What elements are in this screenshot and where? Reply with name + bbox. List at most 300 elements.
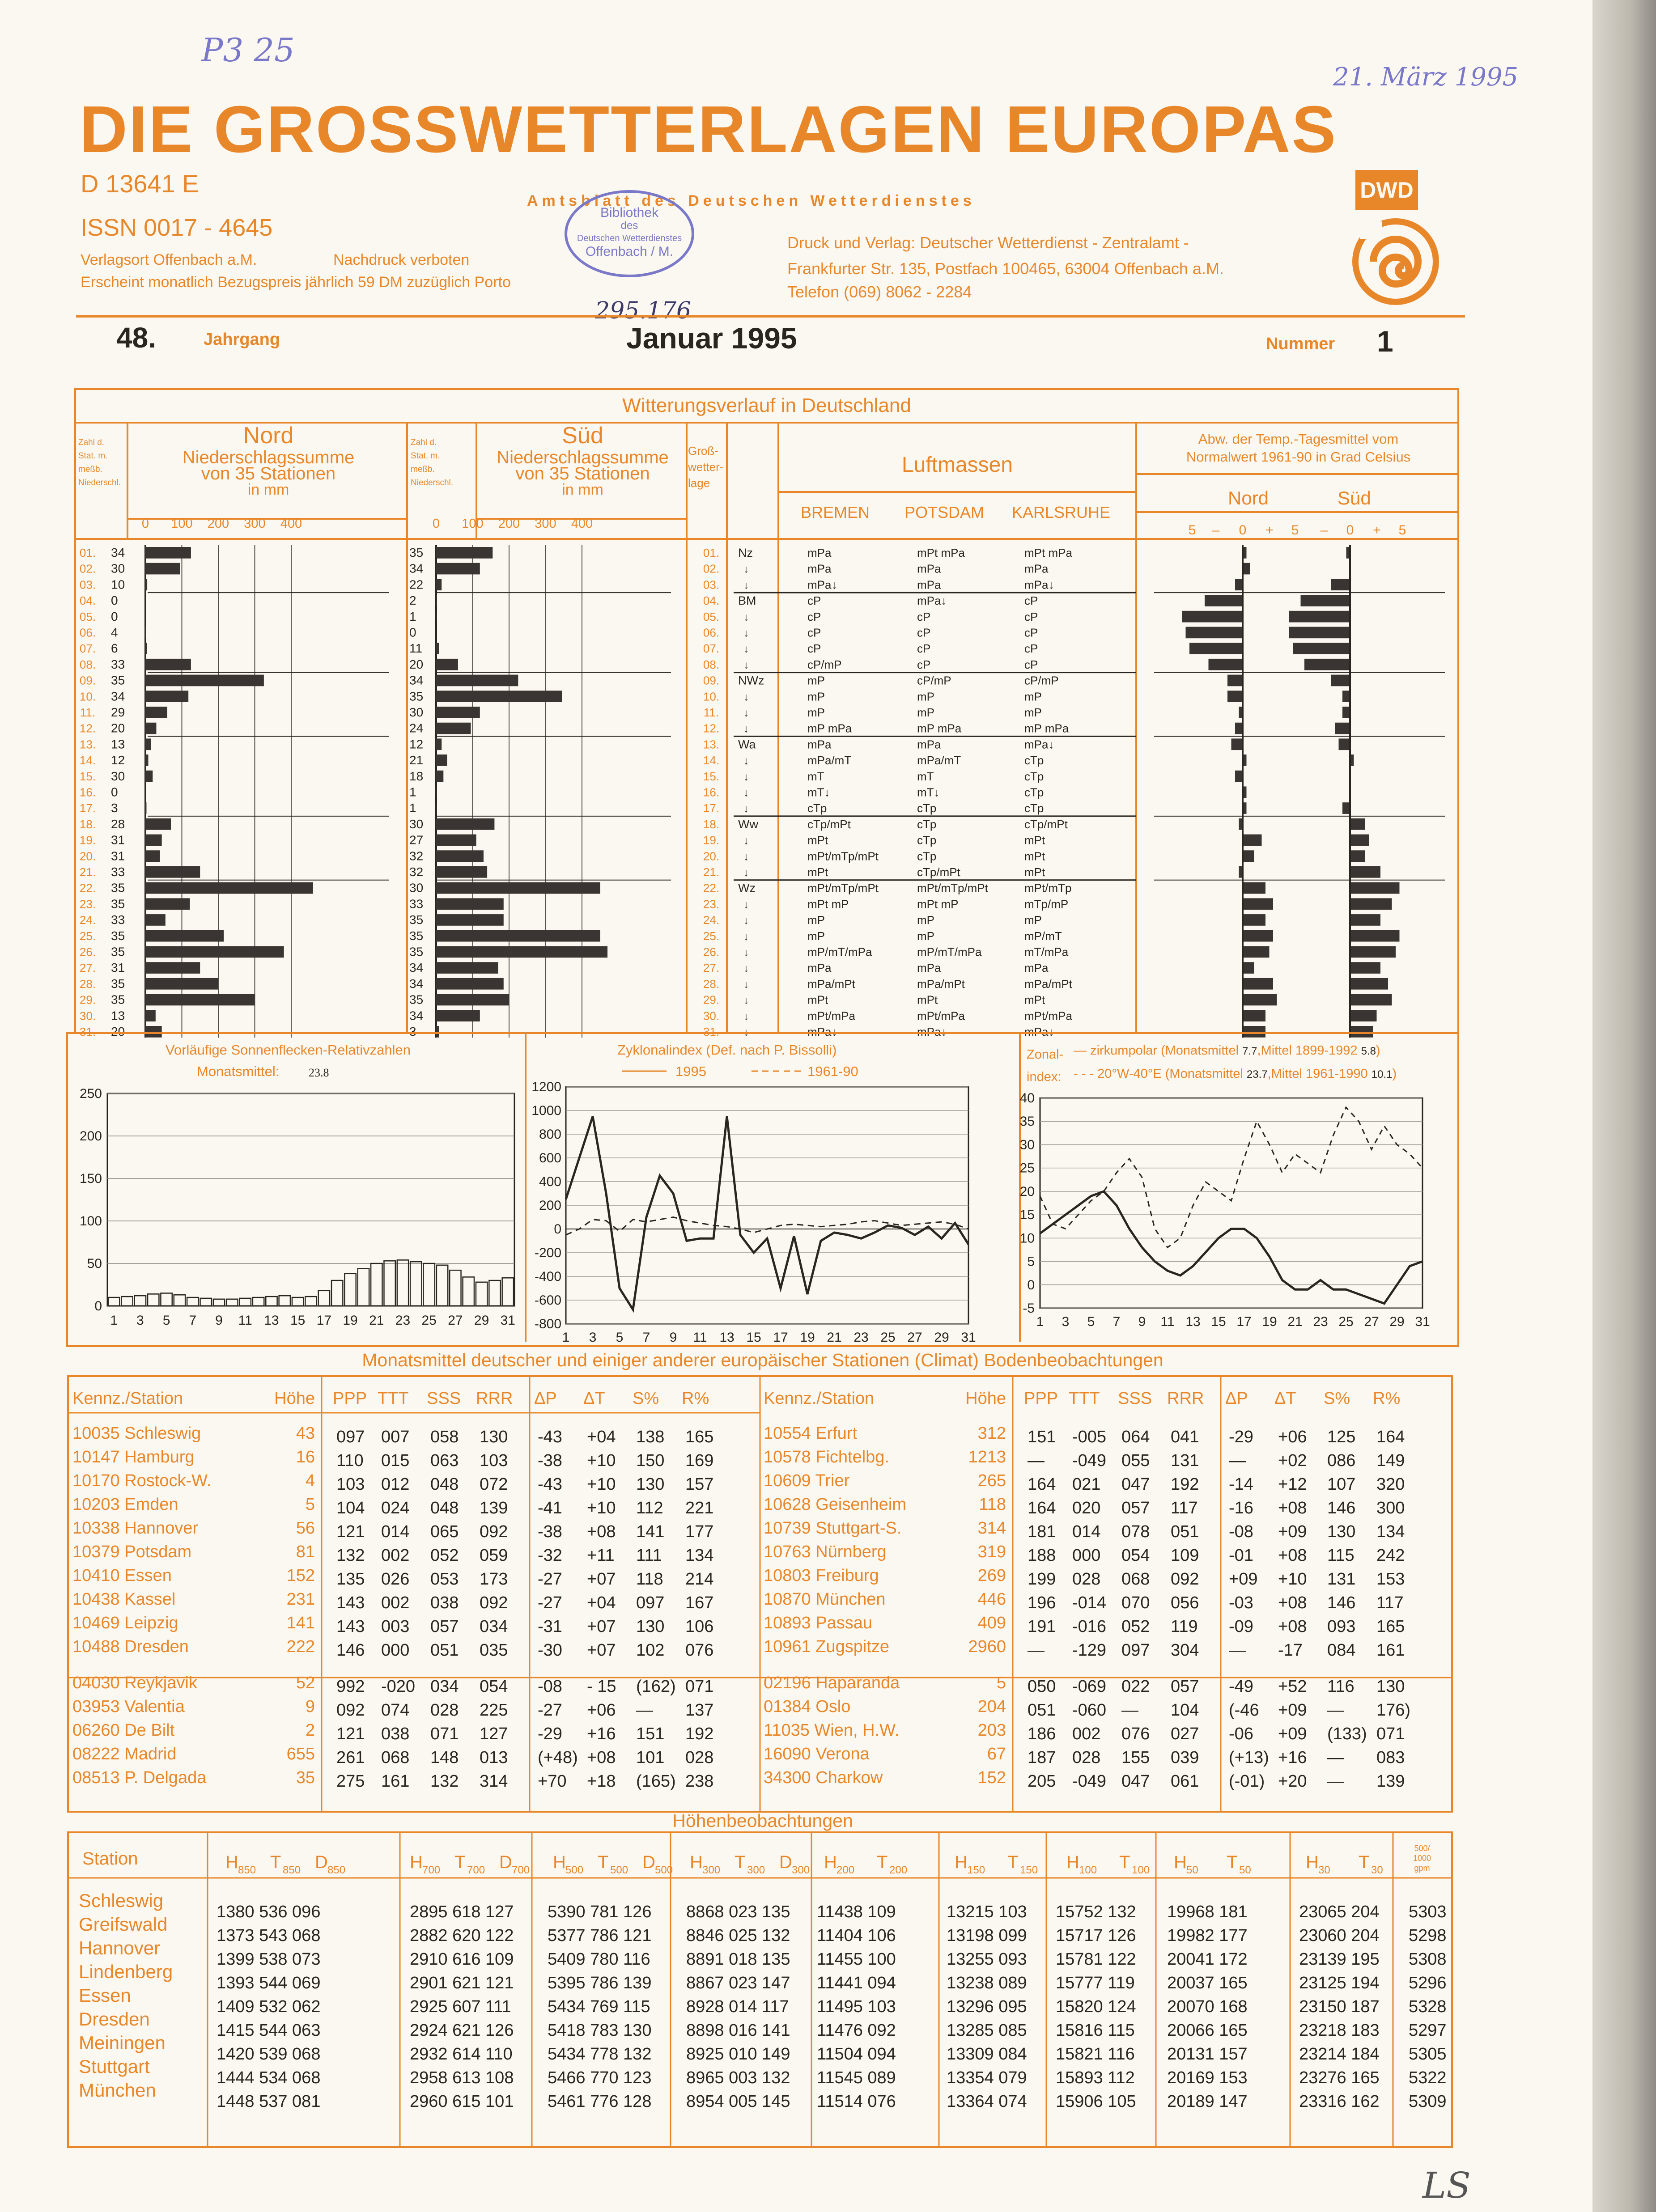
zonal-x-tick: 27 xyxy=(1364,1314,1379,1329)
climat-value: 192 xyxy=(685,1725,714,1743)
luftmassen-cell: mPa xyxy=(917,737,941,751)
hoehen-head-symbol: D xyxy=(315,1852,328,1872)
hoehen-value: 1409 532 062 xyxy=(217,1997,321,2016)
sunspot-x-tick: 15 xyxy=(290,1313,306,1328)
climat-value: 055 xyxy=(1121,1451,1150,1470)
climat-value: 020 xyxy=(1072,1499,1101,1517)
luftmassen-cell: cP xyxy=(917,657,931,671)
hoehen-value: 2960 615 101 xyxy=(410,2092,514,2111)
climat-value: 320 xyxy=(1376,1475,1405,1494)
sued-count: 35 xyxy=(409,992,424,1007)
temp-nord-bar xyxy=(1243,978,1273,990)
climat-value: 131 xyxy=(1171,1451,1199,1470)
sunspot-bar xyxy=(476,1282,487,1306)
climat-value: 242 xyxy=(1376,1546,1405,1565)
hoehen-value: 20189 147 xyxy=(1167,2092,1248,2111)
nord-count: 35 xyxy=(111,928,125,943)
climat-station: 10628 Geisenheim xyxy=(764,1495,906,1514)
hoehen-head-level: 100 xyxy=(1079,1864,1097,1876)
zonal-frame xyxy=(1040,1098,1422,1308)
sued-count: 34 xyxy=(409,561,424,576)
luftmassen-cell: cP xyxy=(917,642,931,656)
climat-height: 52 xyxy=(296,1674,315,1692)
climat-header: ΔP xyxy=(1225,1389,1248,1408)
sued-count: 22 xyxy=(409,577,424,592)
hoehen-station: Stuttgart xyxy=(79,2056,150,2077)
climat-height: 56 xyxy=(296,1519,315,1538)
hoehen-value: 11545 089 xyxy=(817,2068,896,2087)
luftmassen-cell: mPa xyxy=(1024,562,1049,576)
climat-value: 028 xyxy=(1072,1570,1101,1589)
nord-count: 31 xyxy=(111,961,125,975)
luftmassen-cell: cTp xyxy=(917,801,937,815)
gwl-day-label: 19. xyxy=(703,833,720,847)
zonal-x-tick: 29 xyxy=(1389,1314,1405,1329)
hoehen-value: 8898 016 141 xyxy=(686,2021,790,2040)
climat-header: Höhe xyxy=(274,1389,315,1408)
hoehen-station: Essen xyxy=(79,1985,131,2006)
cyclone-legend-6190: 1961-90 xyxy=(807,1064,858,1079)
climat-station: 02196 Haparanda xyxy=(764,1674,900,1692)
climat-value: -014 xyxy=(1072,1593,1107,1612)
sued-precip-bar xyxy=(436,595,437,606)
climat-value: 092 xyxy=(480,1593,508,1612)
climat-height: 269 xyxy=(977,1566,1006,1585)
climat-value: -27 xyxy=(538,1570,562,1589)
nord-count: 0 xyxy=(111,609,118,623)
erscheint: Erscheint monatlich Bezugspreis jährlich 59 DM zuzüglich Porto xyxy=(81,274,511,291)
gwl-day-label: 16. xyxy=(703,785,720,799)
nord-count: 3 xyxy=(111,801,118,815)
zonal-x-tick: 17 xyxy=(1236,1314,1252,1329)
gwl-day-label: 18. xyxy=(703,817,720,831)
climat-header: R% xyxy=(682,1389,709,1408)
sued-precip-bar xyxy=(436,882,600,894)
zonal-line2: 20°W-40°E (Monatsmittel xyxy=(1097,1067,1243,1081)
nord-count: 35 xyxy=(111,976,125,991)
temp-axis-label: 5 xyxy=(1291,523,1299,538)
luftmassen-cell: cP xyxy=(807,642,821,656)
climat-value: 143 xyxy=(336,1593,365,1612)
zonal-v4: 10.1 xyxy=(1371,1068,1393,1081)
climat-value: 028 xyxy=(430,1701,459,1720)
temp-sued-bar xyxy=(1350,994,1392,1006)
temp-sued-bar xyxy=(1342,691,1350,702)
hoehen-value: 5328 xyxy=(1409,1997,1447,2016)
temp-sued-bar xyxy=(1350,930,1400,942)
sunspot-mean-value: 23.8 xyxy=(309,1066,329,1079)
climat-height: 35 xyxy=(296,1768,315,1787)
handwritten-number: 295.176 xyxy=(595,297,692,324)
hoehen-head-symbol: H xyxy=(955,1852,968,1872)
climat-value: 196 xyxy=(1028,1593,1056,1612)
day-label: 12. xyxy=(79,721,96,735)
sued-count: 11 xyxy=(409,641,423,656)
climat-height: 81 xyxy=(296,1542,315,1561)
luftmassen-cell: mPt mP xyxy=(807,897,849,911)
climat-value: 137 xyxy=(685,1701,714,1720)
luftmassen-cell: mPt/mPa xyxy=(917,1009,965,1023)
nord-count: 31 xyxy=(111,833,125,847)
climat-height: 655 xyxy=(286,1745,315,1763)
climat-value: 038 xyxy=(430,1593,459,1612)
day-label: 02. xyxy=(79,562,96,576)
hoehen-head-level: 850 xyxy=(238,1864,256,1876)
hoehen-head-symbol: T xyxy=(270,1852,281,1872)
sunspot-bar xyxy=(213,1299,225,1306)
climat-station: 01384 Oslo xyxy=(764,1697,851,1716)
temp-sued-bar xyxy=(1350,946,1396,958)
climat-value: +08 xyxy=(587,1522,616,1541)
nord-count: 13 xyxy=(111,737,125,751)
gwl-day-label: 30. xyxy=(703,1009,720,1023)
climat-value: 130 xyxy=(636,1475,665,1494)
cyclone-y-tick: 600 xyxy=(539,1151,561,1165)
climat-value: +16 xyxy=(1278,1748,1307,1767)
gwl-day-label: 01. xyxy=(703,546,720,559)
nord-count: 31 xyxy=(111,849,125,863)
sued-precip-bar xyxy=(436,994,509,1006)
gwl-type-label: Nz xyxy=(738,546,753,559)
climat-station: 08222 Madrid xyxy=(72,1745,177,1763)
temp-nord-bar xyxy=(1227,675,1243,686)
climat-value: 013 xyxy=(480,1748,508,1767)
luftmassen-cell: mP xyxy=(807,674,825,687)
climat-header: ΔT xyxy=(1274,1389,1296,1408)
climat-value: +08 xyxy=(587,1748,616,1767)
hoehen-value: 20131 157 xyxy=(1167,2045,1248,2064)
luftmassen-cell: mP xyxy=(1024,913,1042,927)
zonal-y-tick: 15 xyxy=(1019,1208,1035,1223)
hoehen-value: 1448 537 081 xyxy=(217,2092,321,2111)
nord-count: 33 xyxy=(111,913,125,927)
climat-value: 106 xyxy=(685,1617,714,1636)
climat-header: Höhe xyxy=(965,1389,1006,1408)
hoehen-value: 5298 xyxy=(1409,1926,1447,1945)
sued-count: 34 xyxy=(409,1009,424,1023)
climat-value: (+48) xyxy=(538,1748,578,1767)
climat-value: 151 xyxy=(636,1725,665,1743)
hoehen-head-symbol: H xyxy=(553,1852,566,1872)
sunspot-x-tick: 21 xyxy=(369,1313,384,1328)
hoehen-head-level: 150 xyxy=(967,1864,985,1876)
hoehen-head-symbol: T xyxy=(877,1852,888,1872)
luftmassen-cell: mP/mT xyxy=(1024,929,1062,943)
sunspot-bar xyxy=(450,1270,461,1306)
nord-precip-label xyxy=(130,449,407,498)
climat-value: -016 xyxy=(1072,1617,1107,1636)
nord-count: 35 xyxy=(111,881,125,895)
climat-height: 16 xyxy=(296,1448,315,1466)
climat-value: -01 xyxy=(1229,1546,1253,1565)
climat-value: 138 xyxy=(636,1428,665,1446)
sunspot-bar xyxy=(174,1295,185,1306)
climat-height: 319 xyxy=(977,1542,1006,1561)
climat-height: 409 xyxy=(977,1614,1006,1632)
climat-value: 275 xyxy=(336,1772,365,1791)
climat-value: 051 xyxy=(430,1641,459,1660)
nord-precip-bar xyxy=(145,930,224,942)
day-label: 31. xyxy=(79,1025,96,1038)
luftmassen-cell: mPt xyxy=(917,993,938,1007)
climat-value: 164 xyxy=(1028,1475,1056,1494)
climat-value: -16 xyxy=(1229,1499,1253,1517)
climat-value: 072 xyxy=(480,1475,508,1494)
sunspot-x-tick: 13 xyxy=(264,1313,279,1328)
hoehen-head-symbol: T xyxy=(1359,1852,1370,1872)
nord-count: 28 xyxy=(111,817,125,831)
zonal-label-line: Zonal- xyxy=(1027,1047,1064,1062)
temp-nord-bar xyxy=(1235,723,1243,734)
climat-value: -41 xyxy=(538,1499,562,1517)
climat-value: 061 xyxy=(1171,1772,1199,1791)
hoehen-station: Greifswald xyxy=(79,1914,168,1935)
day-label: 13. xyxy=(79,737,96,751)
temp-sued-bar xyxy=(1304,659,1350,670)
zonal-line1: zirkumpolar (Monatsmittel xyxy=(1090,1043,1239,1058)
climat-value: -29 xyxy=(1229,1428,1253,1446)
zonal-x-tick: 23 xyxy=(1313,1314,1328,1329)
climat-value: -31 xyxy=(538,1617,562,1636)
hoehen-head-symbol: H xyxy=(824,1852,837,1872)
hoehen-head-last: gpm xyxy=(1414,1864,1430,1873)
count-label-line: Zahl d. xyxy=(411,438,437,447)
luftmassen-cell: mPt mPa xyxy=(1024,546,1072,559)
hoehen-value: 11438 109 xyxy=(817,1903,896,1921)
climat-value: 109 xyxy=(1171,1546,1199,1565)
hoehen-value: 15717 126 xyxy=(1056,1926,1136,1945)
precip-tick-label: 400 xyxy=(571,517,593,531)
gwl-arrow-icon: ↓ xyxy=(743,915,749,927)
climat-value: 058 xyxy=(430,1428,459,1446)
luftmassen-cell: cP xyxy=(807,610,821,623)
sued-count: 35 xyxy=(409,945,424,959)
climat-value: +16 xyxy=(587,1725,616,1743)
climat-value: 116 xyxy=(1327,1677,1355,1696)
climat-value: 056 xyxy=(1171,1593,1199,1612)
luftmassen-cell: cP xyxy=(807,594,821,608)
climat-value: -129 xyxy=(1072,1641,1107,1660)
gwl-day-label: 20. xyxy=(703,849,720,863)
climat-value: 112 xyxy=(636,1499,663,1517)
stamp-line: Offenbach / M. xyxy=(585,244,674,259)
sued-precip-bar xyxy=(436,691,562,702)
nord-precip-bar xyxy=(145,659,191,670)
luftmassen-cell: mPa↓ xyxy=(807,578,837,592)
climat-value: 107 xyxy=(1327,1475,1356,1494)
temp-sued-bar xyxy=(1350,835,1369,846)
sued-count: 34 xyxy=(409,673,424,687)
sunspot-bar xyxy=(397,1260,408,1306)
luftmassen-cell: mT↓ xyxy=(917,785,940,799)
climat-value: 057 xyxy=(430,1617,459,1636)
zonal-x-tick: 13 xyxy=(1185,1314,1201,1329)
climat-value: +09 xyxy=(1278,1701,1307,1720)
gwl-day-label: 26. xyxy=(703,945,720,959)
climat-value: -020 xyxy=(381,1677,416,1696)
gwl-day-label: 31. xyxy=(703,1025,720,1038)
gwl-day-label: 25. xyxy=(703,929,720,943)
verlagsort: Verlagsort Offenbach a.M. xyxy=(81,251,257,268)
climat-value: 097 xyxy=(636,1593,665,1612)
hoehen-value: 5409 780 116 xyxy=(548,1950,650,1969)
luftmassen-cell: mPa/mPt xyxy=(807,977,855,991)
luftmassen-cell: mT/mPa xyxy=(1024,945,1069,959)
gwl-arrow-icon: ↓ xyxy=(743,962,749,975)
temp-nord-bar xyxy=(1235,579,1243,590)
hoehen-head-level: 300 xyxy=(702,1864,721,1876)
nord-count: 35 xyxy=(111,897,125,911)
climat-station: 34300 Charkow xyxy=(764,1768,883,1787)
luftmassen-cell: cP xyxy=(1024,626,1038,640)
climat-value: -049 xyxy=(1072,1451,1107,1470)
hoehen-value: 15906 105 xyxy=(1056,2092,1136,2111)
climat-height: 312 xyxy=(977,1424,1006,1443)
hoehen-value: 19968 181 xyxy=(1167,1903,1248,1921)
cyclone-x-tick: 3 xyxy=(589,1330,597,1345)
sunspot-x-tick: 31 xyxy=(500,1313,516,1328)
sued-precip-bar xyxy=(436,707,480,718)
gwl-arrow-icon: ↓ xyxy=(743,835,749,847)
climat-value: 057 xyxy=(1121,1499,1150,1517)
hoehen-value: 2924 621 126 xyxy=(410,2021,514,2040)
hoehen-value: 5297 xyxy=(1409,2021,1447,2040)
climat-value: -30 xyxy=(538,1641,562,1660)
climat-value: 028 xyxy=(685,1748,714,1767)
luftmassen-cell: mP xyxy=(807,706,825,719)
climat-value: +07 xyxy=(587,1617,616,1636)
climat-value: 084 xyxy=(1327,1641,1356,1660)
hoehen-value: 11441 094 xyxy=(817,1974,896,1992)
luftmassen-cell: cTp xyxy=(807,801,827,815)
hoehen-value: 20169 153 xyxy=(1167,2068,1248,2087)
climat-value: — xyxy=(1327,1701,1344,1720)
gwl-arrow-icon: ↓ xyxy=(743,707,749,719)
luftmassen-cell: mP xyxy=(917,690,934,703)
hoehen-value: 13215 103 xyxy=(947,1903,1027,1921)
climat-value: 054 xyxy=(1121,1546,1150,1565)
climat-header: PPP xyxy=(333,1389,367,1408)
hoehen-value: 8925 010 149 xyxy=(686,2045,790,2064)
luftmassen-cell: cP xyxy=(1024,594,1038,608)
nord-precip-bar xyxy=(145,1010,156,1021)
zonal-y-tick: 20 xyxy=(1019,1184,1035,1199)
zonal-y-tick: 35 xyxy=(1019,1114,1035,1129)
sunspot-y-tick: 0 xyxy=(94,1299,102,1314)
hoehen-station: Meiningen xyxy=(79,2032,166,2053)
climat-value: 191 xyxy=(1028,1617,1056,1636)
precip-label-line: Niederschlagssumme xyxy=(497,448,669,467)
climat-value: 214 xyxy=(685,1570,714,1589)
luftmassen-cell: mP xyxy=(917,929,934,943)
sued-count: 30 xyxy=(409,817,424,831)
temp-nord-bar xyxy=(1243,994,1277,1006)
sued-precip-bar xyxy=(436,738,442,750)
sued-precip-bar xyxy=(436,850,484,862)
climat-value: 314 xyxy=(480,1772,508,1791)
climat-height: 446 xyxy=(977,1590,1006,1609)
sued-count: 35 xyxy=(409,928,424,943)
climat-value: — xyxy=(1028,1451,1045,1470)
gwl-day-label: 07. xyxy=(703,642,720,656)
count-label-line: meßb. xyxy=(411,465,435,474)
gwl-day-label: 14. xyxy=(703,754,720,767)
climat-station: 10870 München xyxy=(764,1590,886,1609)
climat-value: +08 xyxy=(1278,1499,1307,1517)
climat-height: 314 xyxy=(977,1519,1006,1538)
sued-count: 32 xyxy=(409,865,424,879)
hoehen-value: 8867 023 147 xyxy=(686,1974,790,1992)
hoehen-station: München xyxy=(79,2080,156,2101)
climat-value: 165 xyxy=(685,1428,714,1446)
hoehen-value: 11404 106 xyxy=(817,1926,896,1945)
hoehen-head-symbol: T xyxy=(454,1852,466,1872)
day-label: 20. xyxy=(79,849,96,863)
climat-height: 152 xyxy=(977,1768,1006,1787)
gwl-day-label: 29. xyxy=(703,993,720,1007)
witterung-title: Witterungsverlauf in Deutschland xyxy=(622,394,911,416)
zonal-label-line: index: xyxy=(1027,1070,1062,1084)
climat-value: 173 xyxy=(480,1570,508,1589)
temp-nord-bar xyxy=(1243,962,1254,974)
climat-station: 10469 Leipzig xyxy=(72,1614,178,1632)
climat-header: Kennz./Station xyxy=(764,1389,875,1408)
hoehen-value: 15777 119 xyxy=(1056,1974,1135,1992)
sunspot-bar xyxy=(253,1297,264,1306)
gwl-arrow-icon: ↓ xyxy=(743,851,749,863)
hoehen-value: 5303 xyxy=(1409,1903,1447,1921)
climat-value: +10 xyxy=(587,1475,616,1494)
day-label: 21. xyxy=(79,865,96,879)
hoehen-head-symbol: H xyxy=(225,1852,238,1872)
climat-height: 2 xyxy=(305,1721,315,1740)
day-label: 09. xyxy=(79,674,96,687)
cyclone-x-tick: 19 xyxy=(800,1330,815,1345)
nord-precip-bar xyxy=(145,802,146,814)
climat-header: RRR xyxy=(476,1389,513,1408)
precip-label-line: Niederschlagssumme xyxy=(182,448,355,467)
climat-value: -03 xyxy=(1229,1593,1253,1612)
cyclone-series-1995 xyxy=(566,1116,968,1309)
luftmassen-cell: mPt/mTp/mPt xyxy=(807,849,879,863)
hoehen-value: 15816 115 xyxy=(1056,2021,1135,2040)
zonal-v1: 7.7 xyxy=(1242,1045,1257,1057)
sunspot-title: Vorläufige Sonnenflecken-Relativzahlen xyxy=(166,1042,411,1058)
climat-value: 221 xyxy=(685,1499,714,1517)
publication-code: D 13641 E xyxy=(81,170,199,198)
climat-value: 104 xyxy=(336,1499,365,1517)
hoehen-value: 5377 786 121 xyxy=(548,1926,652,1945)
gwl-day-label: 09. xyxy=(703,674,720,687)
gwl-day-label: 04. xyxy=(703,594,720,608)
hoehen-value: 5466 770 123 xyxy=(548,2068,652,2087)
hoehen-value: 5305 xyxy=(1409,2045,1447,2064)
luftmassen-cell: mP mPa xyxy=(917,721,962,735)
climat-value: +08 xyxy=(1278,1546,1307,1565)
gwl-type-label: Wa xyxy=(738,737,756,751)
climat-value: 101 xyxy=(636,1748,665,1767)
climat-title: Monatsmittel deutscher und einiger anderer europäischer Stationen (Climat) Bodenbeobachtungen xyxy=(362,1350,1163,1370)
hoehen-value: 20066 165 xyxy=(1167,2021,1248,2040)
climat-value: 047 xyxy=(1121,1475,1150,1494)
gwl-day-label: 02. xyxy=(703,562,720,576)
climat-value: 155 xyxy=(1121,1748,1150,1767)
nord-precip-bar xyxy=(145,850,160,862)
luftmassen-cell: mPa/mT xyxy=(807,754,852,767)
climat-value: 143 xyxy=(336,1617,365,1636)
nord-count: 34 xyxy=(111,546,125,559)
climat-height: 203 xyxy=(977,1721,1006,1740)
